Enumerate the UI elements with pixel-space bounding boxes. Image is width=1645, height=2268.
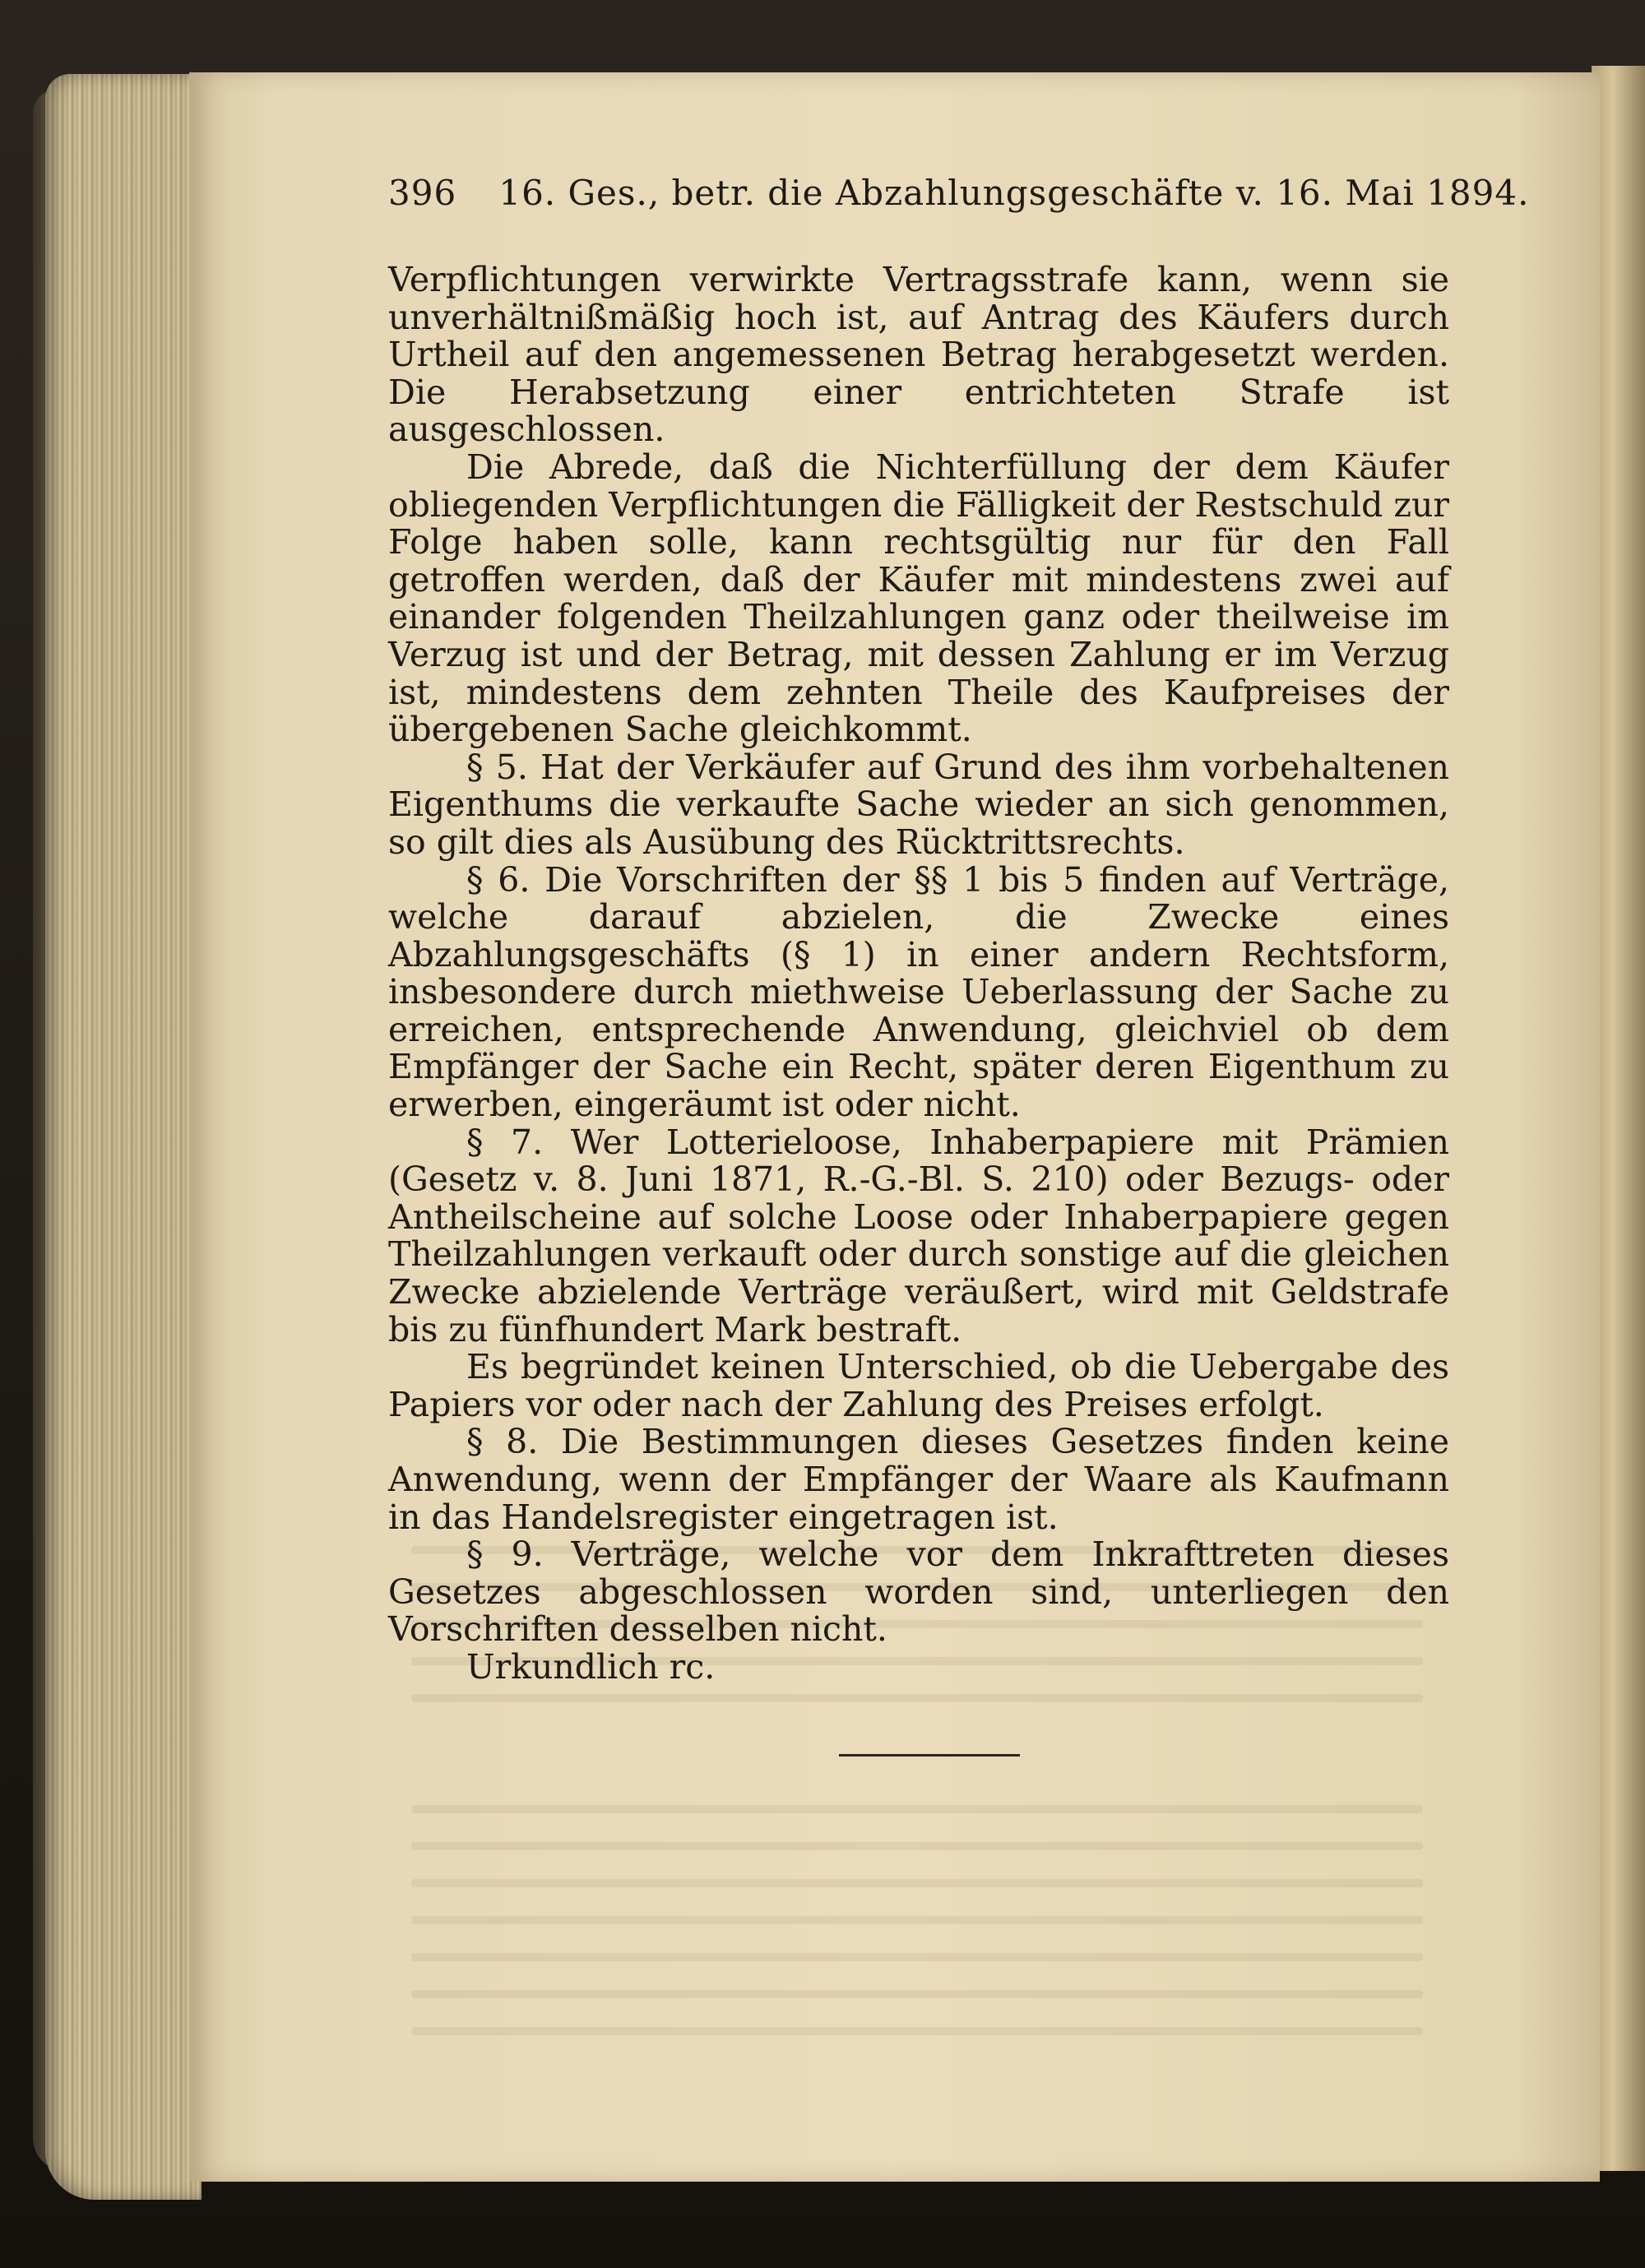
end-rule <box>839 1754 1020 1757</box>
running-title: 16. Ges., betr. die Abzahlungsgeschäfte v. 16. Mai 1894. <box>498 173 1530 213</box>
show-through-line <box>411 2027 1423 2035</box>
body-text <box>388 262 1449 1687</box>
page-number: 396 <box>388 173 457 213</box>
paragraph: § 7. Wer Lotterieloose, Inhaberpapiere mit Prämien (Gesetz v. 8. Juni 1871, R.-G.-Bl. S. 210) oder Bezugs- oder Antheilscheine auf solche Loose oder Inhaberpapiere gegen Theilzahlungen verkauft oder durch sonstige auf die gleichen Zwecke abzielende Verträge veräußert, wird mit Geldstrafe bis zu fünfhundert Mark bestraft. <box>388 1122 1449 1349</box>
show-through-line <box>411 1879 1423 1887</box>
paragraph: Die Abrede, daß die Nichterfüllung der dem Käufer obliegenden Verpflichtungen die Fälligkeit der Restschuld zur Folge haben solle, kann rechtsgültig nur für den Fall getroffen werden, daß der Käufer mit mindestens zwei auf einander folgenden Theilzahlungen ganz oder theilweise im Verzug ist und der Betrag, mit dessen Zahlung er im Verzug ist, mindestens dem zehnten Theile des Kaufpreises der übergebenen Sache gleichkommt. <box>388 447 1449 750</box>
paragraph: Verpflichtungen verwirkte Vertragsstrafe kann, wenn sie unverhältnißmäßig hoch ist, auf Antrag des Käufers durch Urtheil auf den angemessenen Betrag herabgesetzt werden. Die Herabsetzung einer entrichteten Strafe ist ausgeschlossen. <box>388 260 1449 450</box>
show-through-line <box>411 1953 1423 1961</box>
paragraph: Urkundlich rc. <box>466 1646 716 1687</box>
paragraph: § 9. Verträge, welche vor dem Inkrafttreten dieses Gesetzes abgeschlossen worden sind, unterliegen den Vorschriften desselben nicht. <box>388 1534 1449 1650</box>
show-through-line <box>411 1805 1423 1813</box>
paragraph: Es begründet keinen Unterschied, ob die Uebergabe des Papiers vor oder nach der Zahlung des Preises erfolgt. <box>388 1347 1449 1424</box>
paragraph: § 8. Die Bestimmungen dieses Gesetzes finden keine Anwendung, wenn der Empfänger der Waare als Kaufmann in das Handelsregister eingetragen ist. <box>388 1422 1449 1537</box>
running-header <box>388 173 1530 213</box>
show-through-line <box>411 1842 1423 1850</box>
show-through-line <box>411 1694 1423 1702</box>
paragraph: § 6. Die Vorschriften der §§ 1 bis 5 finden auf Verträge, welche darauf abzielen, die Zwecke eines Abzahlungsgeschäfts (§ 1) in einer andern Rechtsform, insbesondere durch miethweise Ueberlassung der Sache zu erreichen, entsprechende Anwendung, gleichviel ob dem Empfänger der Sache ein Recht, später deren Eigenthum zu erwerben, eingeräumt ist oder nicht. <box>388 859 1449 1125</box>
paragraph: § 5. Hat der Verkäufer auf Grund des ihm vorbehaltenen Eigenthums die verkaufte Sache wieder an sich genommen, so gilt dies als Ausübung des Rücktrittsrechts. <box>388 747 1449 862</box>
show-through-line <box>411 1990 1423 1998</box>
show-through-line <box>411 1916 1423 1924</box>
page-edge-stack <box>45 74 202 2200</box>
